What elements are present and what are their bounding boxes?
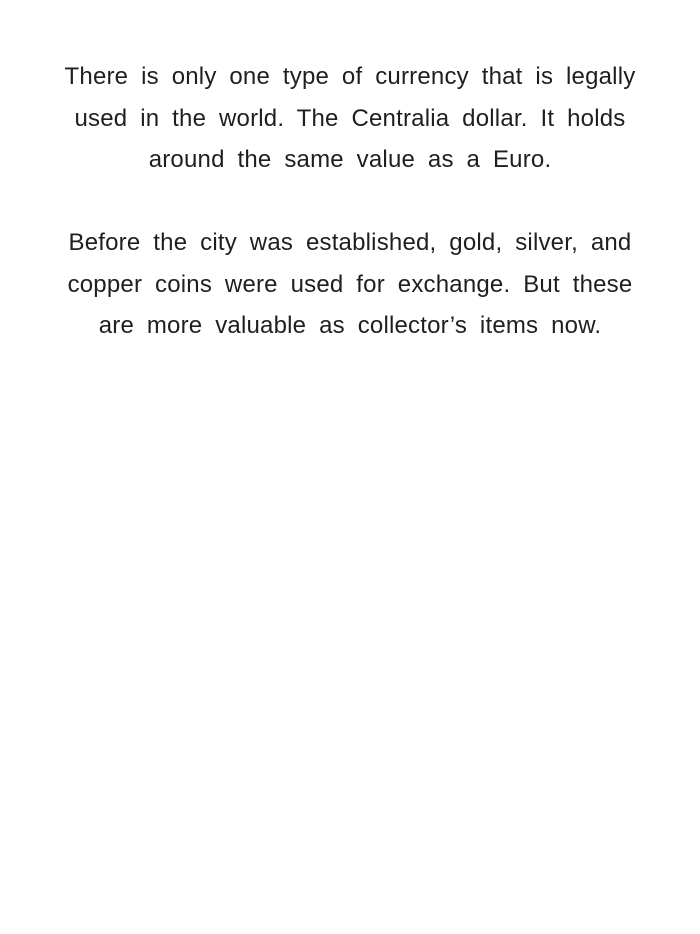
paragraph-coins xyxy=(38,222,662,347)
paragraph-line: copper coins were used for exchange. But these xyxy=(67,270,633,298)
paragraph-line: There is only one type of currency that is legally xyxy=(64,63,636,90)
paragraph-line: are more valuable as collector’s items now. xyxy=(98,312,602,339)
paragraph-line: around the same value as a Euro. xyxy=(148,146,552,173)
paragraph-line: used in the world. The Centralia dollar. It holds xyxy=(74,104,626,132)
paragraph-line: Before the city was established, gold, silver, and xyxy=(68,229,632,256)
paragraph-currency xyxy=(38,56,662,181)
